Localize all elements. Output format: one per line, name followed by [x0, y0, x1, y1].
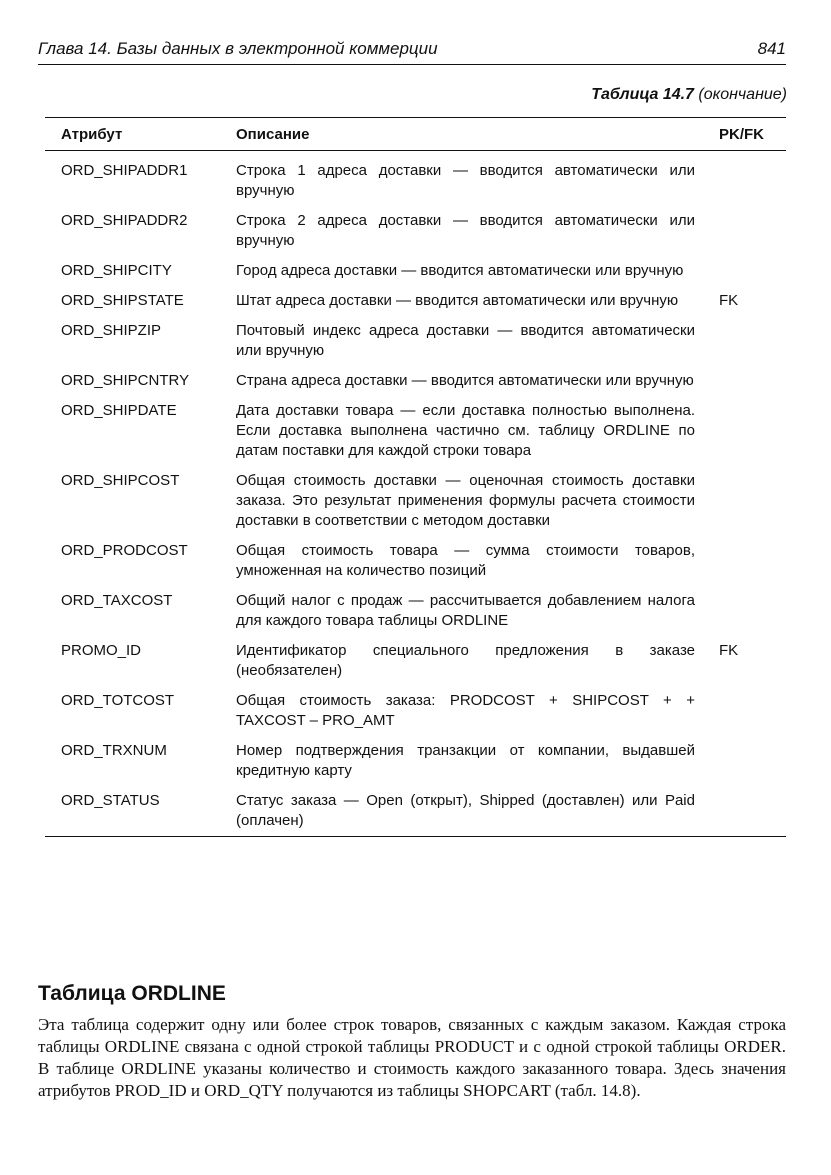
key-cell: [713, 251, 786, 281]
description-cell: Строка 2 адреса доставки — вводится автоматически или вручную: [236, 212, 695, 249]
table-header-row: [45, 118, 786, 151]
description-cell: Дата доставки товара — если доставка полностью выполнена. Если доставка выполнена частично см. таблицу ORDLINE по датам поставки для каждой строки товара: [236, 402, 695, 459]
running-header: [38, 38, 786, 65]
table-row: [45, 201, 786, 251]
table-row: [45, 681, 786, 731]
table-row: [45, 391, 786, 461]
key-cell: [713, 311, 786, 361]
table-row: [45, 731, 786, 781]
description-cell: Общая стоимость заказа: PRODCOST + SHIPCOST + + TAXCOST – PRO_AMT: [236, 692, 695, 729]
description-cell: Штат адреса доставки — вводится автоматически или вручную: [236, 292, 679, 309]
attribute-cell: ORD_SHIPDATE: [61, 402, 177, 419]
key-cell: FK: [719, 642, 739, 659]
key-cell: [713, 731, 786, 781]
attribute-cell: ORD_TAXCOST: [61, 592, 173, 609]
key-cell: FK: [719, 292, 739, 309]
table-row: [45, 251, 786, 281]
key-cell: [713, 531, 786, 581]
section-heading: Таблица ORDLINE: [38, 982, 226, 1005]
attribute-table: [45, 117, 786, 837]
attribute-cell: ORD_TOTCOST: [61, 692, 175, 709]
key-cell: [713, 151, 786, 202]
attribute-cell: ORD_SHIPSTATE: [61, 292, 184, 309]
description-cell: Общая стоимость товара — сумма стоимости товаров, умноженная на количество позиций: [236, 542, 695, 579]
column-header-attribute: Атрибут: [45, 118, 236, 151]
key-cell: [713, 201, 786, 251]
attribute-cell: ORD_SHIPZIP: [61, 322, 162, 339]
attribute-cell: ORD_SHIPCNTRY: [61, 372, 190, 389]
description-cell: Город адреса доставки — вводится автоматически или вручную: [236, 262, 684, 279]
attribute-cell: ORD_SHIPCOST: [61, 472, 180, 489]
description-cell: Почтовый индекс адреса доставки — вводится автоматически или вручную: [236, 322, 695, 359]
description-cell: Общая стоимость доставки — оценочная стоимость доставки заказа. Это результат применения формулы расчета стоимости доставки в соответствии с методом доставки: [236, 472, 695, 529]
chapter-title: Глава 14. Базы данных в электронной коммерции: [38, 39, 438, 58]
table-row: [45, 311, 786, 361]
table-caption: [591, 86, 787, 104]
table-row: [45, 581, 786, 631]
page-number: 841: [757, 39, 786, 58]
key-cell: [713, 391, 786, 461]
table-caption-number: Таблица 14.7: [591, 86, 694, 103]
column-header-description: Описание: [236, 118, 713, 151]
key-cell: [713, 461, 786, 531]
body-paragraph: Эта таблица содержит одну или более строк товаров, связанных с каждым заказом. Каждая строка таблицы ORDLINE связана с одной строкой таблицы PRODUCT и с одной строкой таблицы ORDER. В таблице ORDLINE указаны количество и стоимость каждого заказанного товара. Здесь значения атрибутов PROD_ID и ORD_QTY получаются из таблицы SHOPCART (табл. 14.8).: [38, 1015, 786, 1100]
table-body: [45, 151, 786, 837]
table-caption-note: (окончание): [698, 86, 787, 103]
description-cell: Страна адреса доставки — вводится автоматически или вручную: [236, 372, 694, 389]
description-cell: Строка 1 адреса доставки — вводится автоматически или вручную: [236, 162, 695, 199]
description-cell: Идентификатор специального предложения в заказе (необязателен): [236, 642, 695, 679]
table-row: [45, 281, 786, 311]
table-row: [45, 781, 786, 837]
description-cell: Номер подтверждения транзакции от компании, выдавшей кредитную карту: [236, 742, 695, 779]
key-cell: [713, 681, 786, 731]
key-cell: [713, 361, 786, 391]
column-header-pkfk: PK/FK: [713, 118, 786, 151]
attribute-cell: ORD_PRODCOST: [61, 542, 188, 559]
attribute-cell: ORD_SHIPADDR2: [61, 212, 188, 229]
key-cell: [713, 781, 786, 837]
description-cell: Общий налог с продаж — рассчитывается добавлением налога для каждого товара таблицы ORDLINE: [236, 592, 695, 629]
attribute-cell: ORD_STATUS: [45, 781, 236, 837]
table-row: [45, 151, 786, 202]
attribute-cell: ORD_SHIPCITY: [61, 262, 172, 279]
table-row: [45, 461, 786, 531]
table-row: [45, 631, 786, 681]
key-cell: [713, 581, 786, 631]
attribute-cell: ORD_SHIPADDR1: [61, 162, 188, 179]
table-row: [45, 531, 786, 581]
table-row: [45, 361, 786, 391]
description-cell: Статус заказа — Open (открыт), Shipped (доставлен) или Paid (оплачен): [236, 781, 713, 837]
attribute-cell: PROMO_ID: [61, 642, 142, 659]
attribute-cell: ORD_TRXNUM: [61, 742, 167, 759]
